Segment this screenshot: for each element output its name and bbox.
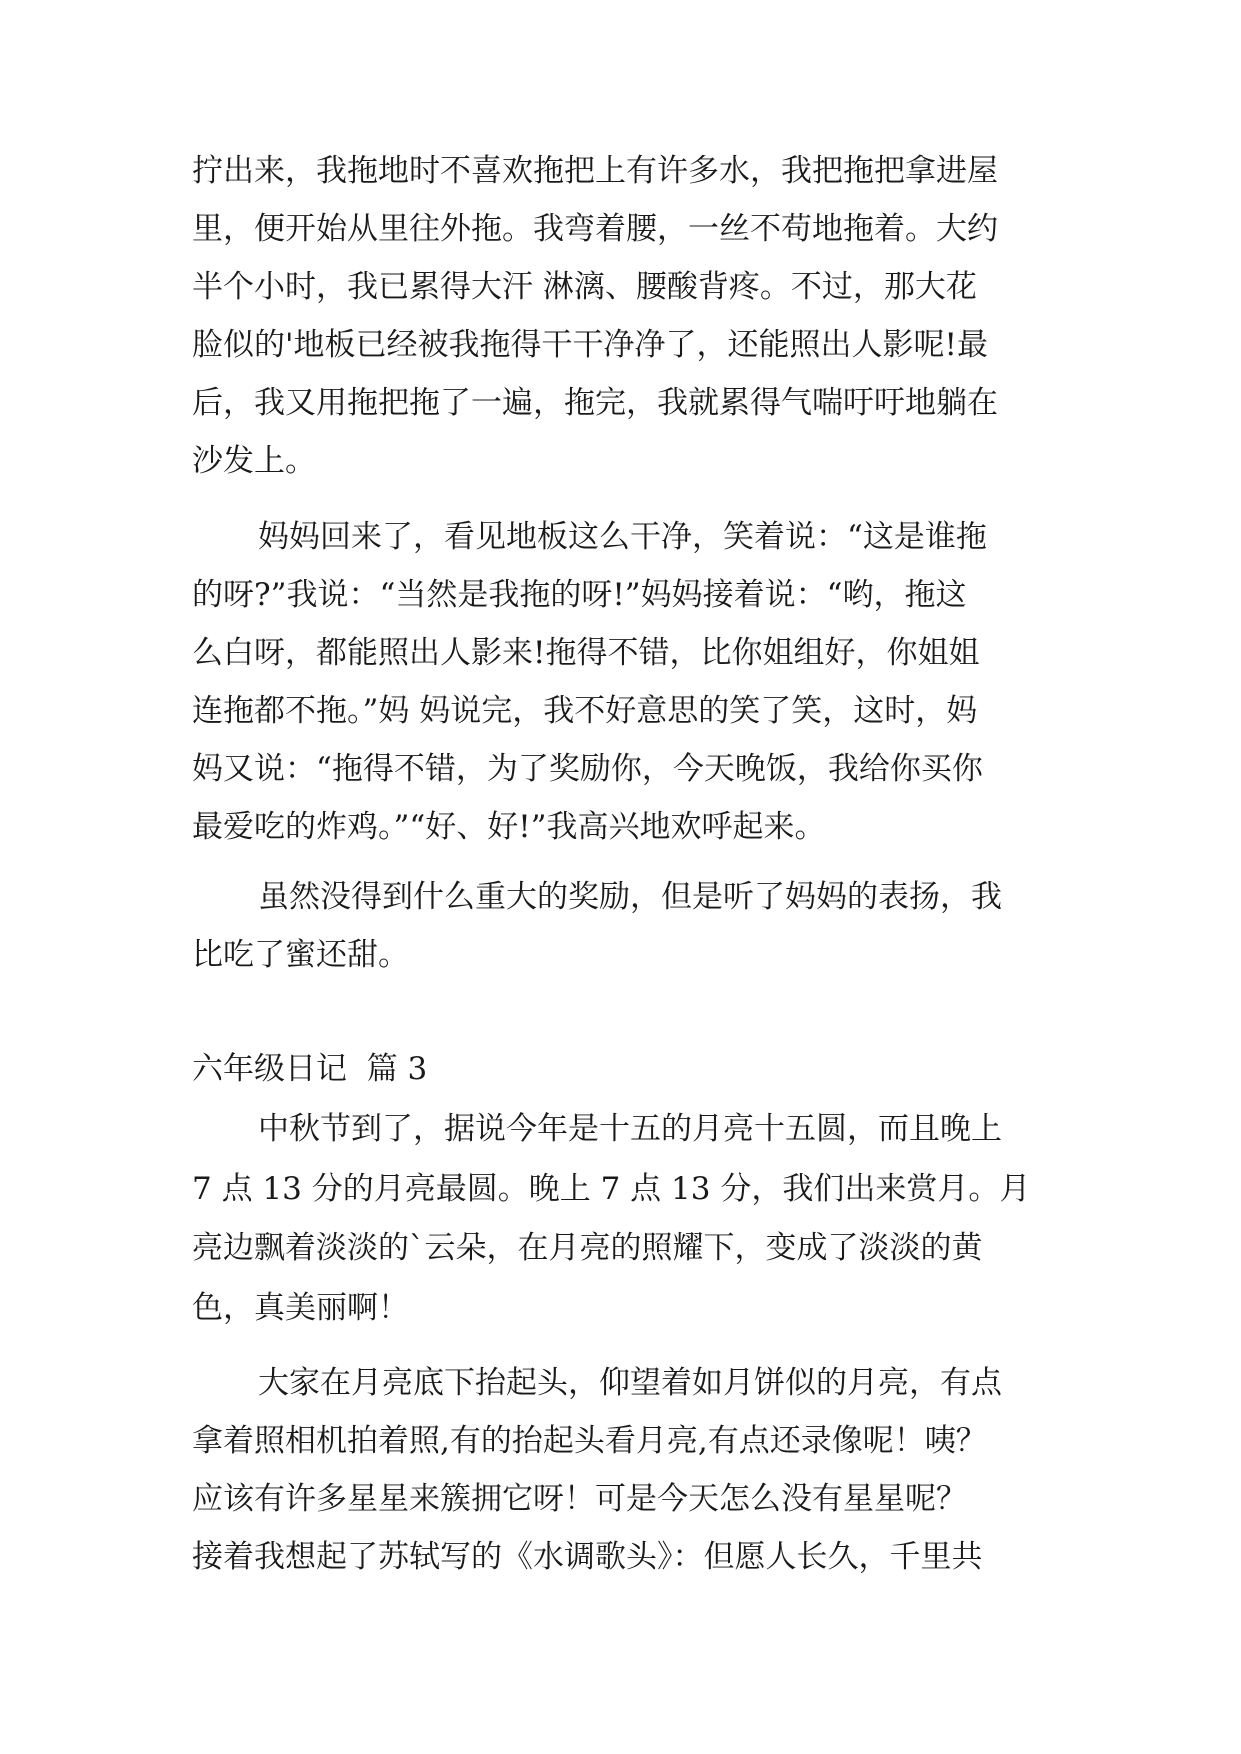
paragraph-line: 沙发上。 <box>192 443 316 479</box>
paragraph-line: 半个小时，我已累得大汗 淋漓、腰酸背疼。不过，那大花 <box>192 269 977 305</box>
paragraph-line: 后，我又用拖把拖了一遍，拖完，我就累得气喘吁吁地躺在 <box>192 385 998 421</box>
paragraph-line: 大家在月亮底下抬起头，仰望着如月饼似的月亮，有点 <box>258 1365 1002 1401</box>
paragraph-line: 应该有许多星星来簇拥它呀！可是今天怎么没有星星呢？ <box>192 1481 967 1517</box>
paragraph-line: 拧出来，我拖地时不喜欢拖把上有许多水，我把拖把拿进屋 <box>192 153 998 189</box>
paragraph-line: 接着我想起了苏轼写的《水调歌头》：但愿人长久，千里共 <box>192 1539 983 1575</box>
paragraph-line: 连拖都不拖。”妈 妈说完，我不好意思的笑了笑，这时，妈 <box>192 693 978 729</box>
paragraph-line: 色，真美丽啊！ <box>192 1290 409 1326</box>
paragraph-line: 么白呀，都能照出人影来!拖得不错，比你姐组好，你姐姐 <box>192 635 980 671</box>
paragraph-line: 比吃了蜜还甜。 <box>192 937 409 973</box>
section-title: 六年级日记 篇 3 <box>192 1051 428 1087</box>
paragraph-line: 脸似的'地板已经被我拖得干干净净了，还能照出人影呢!最 <box>192 327 988 363</box>
paragraph-line: 拿着照相机拍着照,有的抬起头看月亮,有点还录像呢！咦？ <box>192 1423 987 1459</box>
paragraph-line: 里，便开始从里往外拖。我弯着腰，一丝不苟地拖着。大约 <box>192 211 998 247</box>
paragraph-line: 亮边飘着淡淡的`云朵，在月亮的照耀下，变成了淡淡的黄 <box>192 1230 983 1266</box>
paragraph-line: 的呀?”我说：“当然是我拖的呀!”妈妈接着说：“哟，拖这 <box>192 577 967 613</box>
paragraph-line: 中秋节到了，据说今年是十五的月亮十五圆，而且晚上 <box>258 1111 1002 1147</box>
paragraph-line: 妈又说：“拖得不错，为了奖励你，今天晚饭，我给你买你 <box>192 751 983 787</box>
paragraph-line: 最爱吃的炸鸡。”“好、好!”我高兴地欢呼起来。 <box>192 809 826 845</box>
paragraph-line: 虽然没得到什么重大的奖励，但是听了妈妈的表扬，我 <box>258 879 1002 915</box>
paragraph-line: 妈妈回来了，看见地板这么干净，笑着说：“这是谁拖 <box>258 519 987 555</box>
paragraph-line: 7 点 13 分的月亮最圆。晚上 7 点 13 分，我们出来赏月。月 <box>192 1171 1031 1207</box>
